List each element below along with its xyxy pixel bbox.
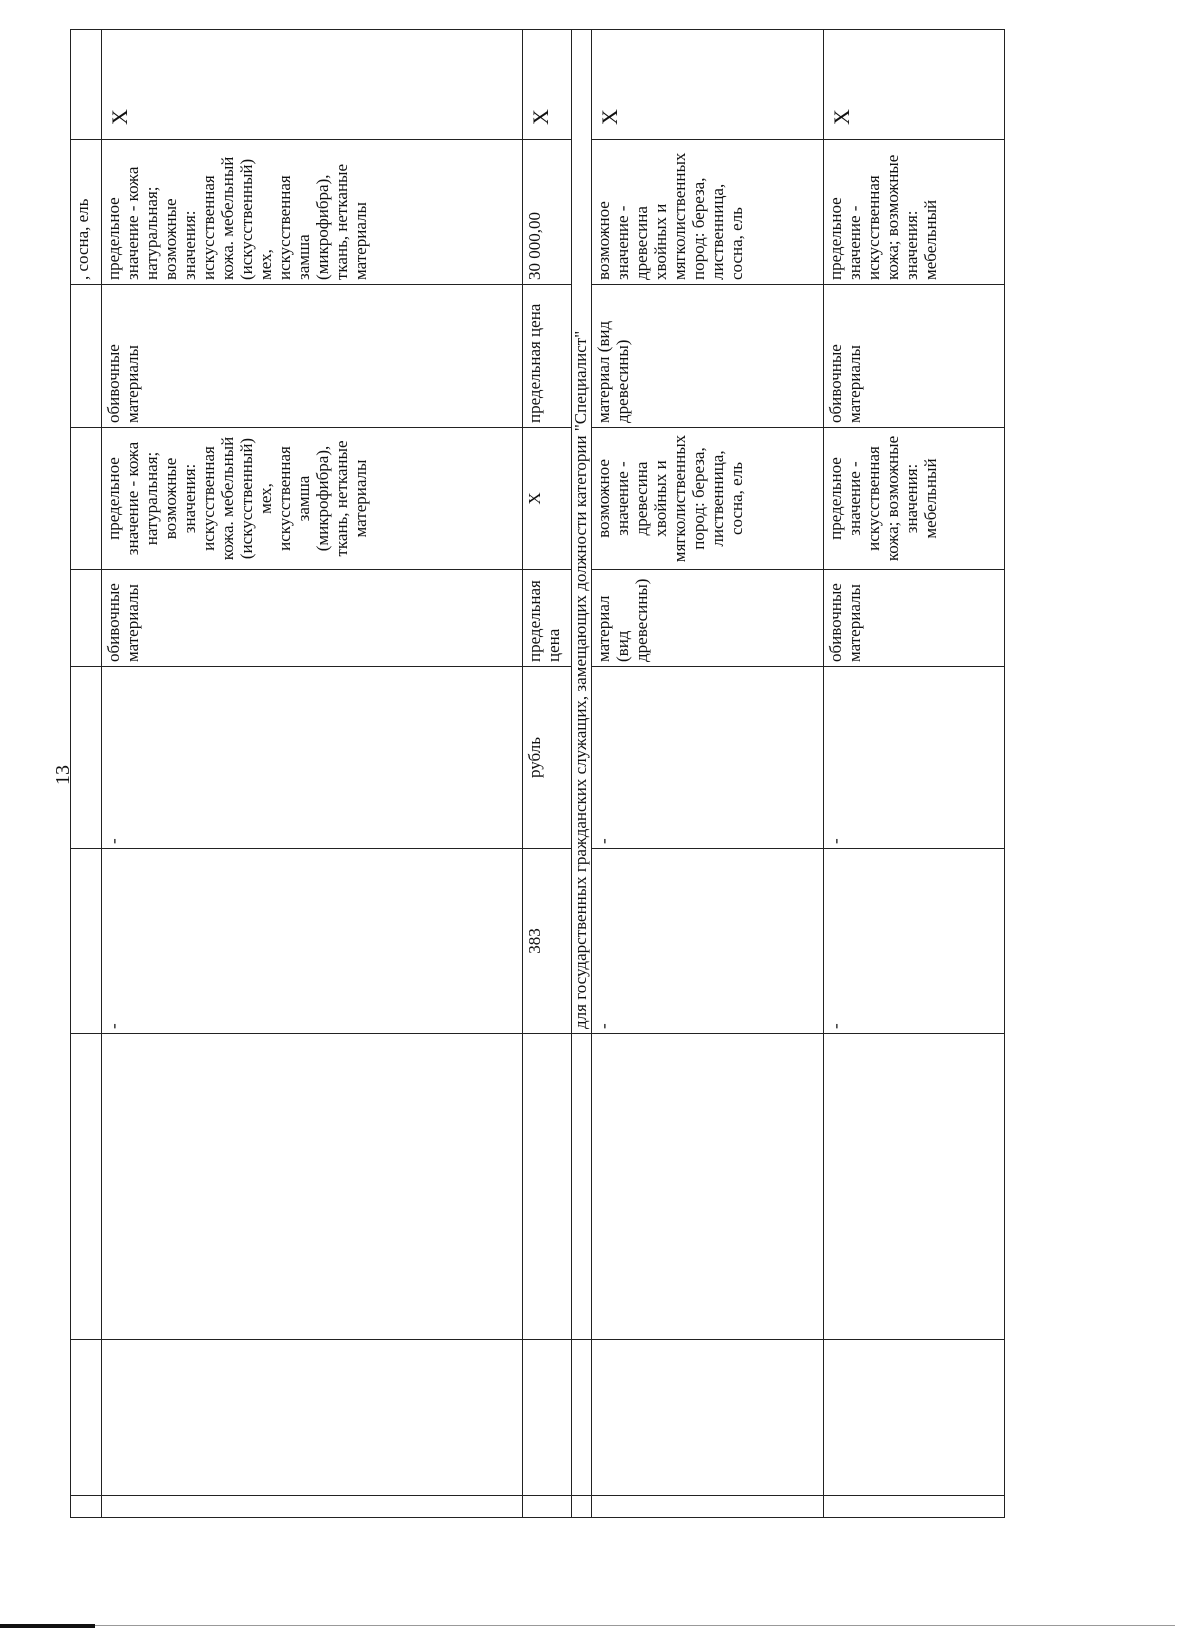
value-cell: 30 000,00 xyxy=(523,140,572,285)
section-title: для государственных гражданских служащих, замещающих должности категории "Специалист" xyxy=(572,30,592,1034)
unit-cell: - xyxy=(592,667,824,849)
value-cell: предельное значение - кожа натуральная; возможные значения: искусственная кожа. мебельный (искусственный) мех, искусственная замша (микрофибра), ткань, нетканые материалы xyxy=(101,428,522,570)
property-cell: предельная цена xyxy=(523,570,572,667)
value-cell: предельное значение - кожа натуральная; возможные значения: искусственная кожа. мебельный (искусственный) мех, искусственная замша (микрофибра), ткань, нетканые материалы xyxy=(101,140,522,285)
prev-text-cell: , сосна, ель xyxy=(71,140,102,285)
property-cell: материал (вид древесины) xyxy=(592,285,824,428)
section-header-row xyxy=(572,30,592,1518)
property-cell: обивочные материалы xyxy=(824,570,1005,667)
x-mark-cell: X xyxy=(824,30,1005,140)
value-cell: предельное значение - искусственная кожа; возможные значения: мебельный xyxy=(824,428,1005,570)
property-cell: материал (вид древесины) xyxy=(592,570,824,667)
scan-bottom-edge xyxy=(0,1624,1200,1627)
unit-cell: - xyxy=(101,667,522,849)
x-mark-cell: X xyxy=(101,30,522,140)
value-cell: возможное значение - древесина хвойных и мягколиственных пород: береза, лиственница, сосна, ель xyxy=(592,428,824,570)
x-mark-cell: X xyxy=(592,30,824,140)
property-cell: обивочные материалы xyxy=(101,570,522,667)
table-row xyxy=(101,30,522,1518)
property-cell: предельная цена xyxy=(523,285,572,428)
x-mark-cell: X xyxy=(523,30,572,140)
page-number: 13 xyxy=(52,765,74,785)
num-cell: - xyxy=(592,849,824,1034)
unit-cell: - xyxy=(824,667,1005,849)
property-cell: обивочные материалы xyxy=(101,285,522,428)
value-cell: возможное значение - древесина хвойных и мягколиственных пород: береза, лиственница, сосна, ель xyxy=(592,140,824,285)
num-cell: - xyxy=(824,849,1005,1034)
rotated-table-canvas xyxy=(70,30,1005,1518)
num-cell: - xyxy=(101,849,522,1034)
table-row xyxy=(523,30,572,1518)
value-cell: X xyxy=(523,428,572,570)
value-cell: предельное значение - искусственная кожа; возможные значения: мебельный xyxy=(824,140,1005,285)
num-cell: 383 xyxy=(523,849,572,1034)
table-row xyxy=(824,30,1005,1518)
scan-edge-thin xyxy=(95,1625,1175,1626)
table-header-row xyxy=(71,30,102,1518)
requirements-table xyxy=(70,29,1005,1518)
scan-edge-thick xyxy=(0,1624,95,1628)
unit-cell: рубль xyxy=(523,667,572,849)
property-cell: обивочные материалы xyxy=(824,285,1005,428)
table-row xyxy=(592,30,824,1518)
